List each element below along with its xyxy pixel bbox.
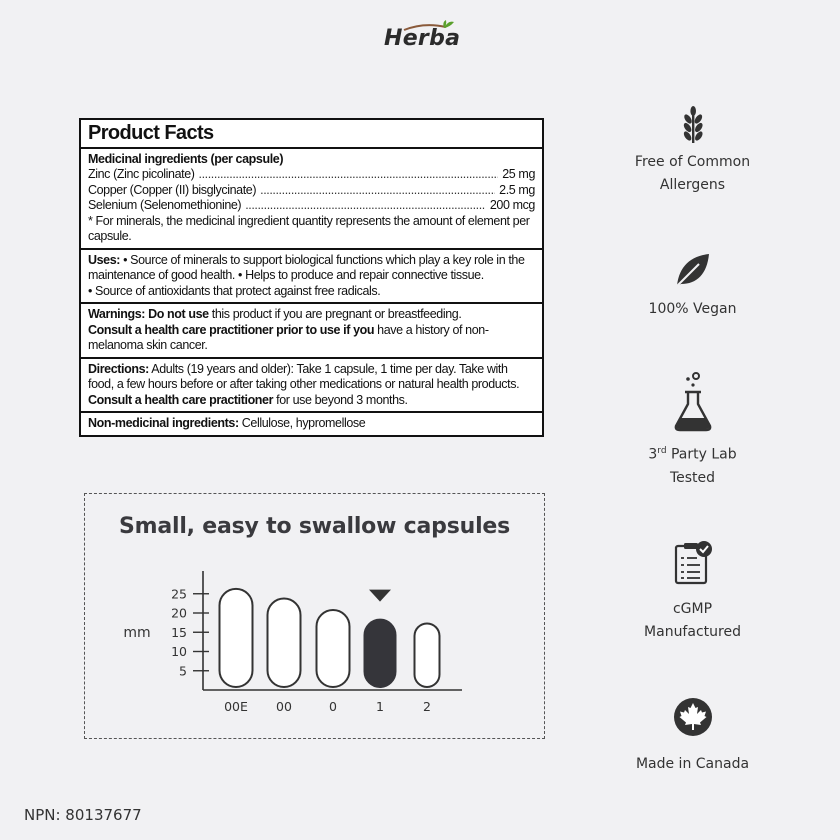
y-tick-label: 25: [171, 586, 187, 602]
maple-leaf-icon: [673, 697, 713, 737]
flask-icon: [671, 372, 715, 434]
uses-text-antioxidants: • Source of antioxidants that protect against free radicals.: [88, 283, 381, 298]
leader-dots: [245, 198, 486, 214]
capsule-0: [317, 610, 350, 687]
capsule-size-panel: [84, 493, 545, 739]
leader-dots: [260, 183, 495, 199]
product-facts-title: Product Facts: [81, 120, 542, 149]
selected-marker-icon: [369, 590, 391, 602]
capsule-title: Small, easy to swallow capsules: [118, 514, 511, 539]
capsule-00: [268, 598, 301, 687]
checklist-icon: [673, 540, 713, 586]
y-tick-label: 10: [171, 644, 187, 659]
feature-made-in-canada: [610, 697, 775, 776]
feature-label: cGMP: [672, 601, 713, 617]
feature-cgmp: [610, 540, 775, 644]
brand-name: Herba: [384, 26, 461, 51]
feature-label: Free of Common: [634, 154, 751, 170]
non-medicinal-label: Non-medicinal ingredients:: [88, 416, 239, 430]
feature-allergen-free: [610, 105, 775, 197]
warnings-label: Warnings:: [88, 307, 146, 321]
uses-section: [81, 250, 542, 305]
feature-label-num: 3: [648, 446, 658, 463]
leaf-icon: [673, 250, 713, 290]
npn-number: NPN: 80137677: [24, 806, 142, 824]
feature-label-2: Manufactured: [644, 624, 741, 640]
directions-section: [81, 359, 542, 414]
capsule-1: [365, 620, 396, 687]
warnings-bold: Do not use: [145, 307, 209, 321]
feature-label: [610, 440, 775, 467]
product-facts-panel: [79, 118, 544, 437]
medicinal-heading: Medicinal ingredients (per capsule): [88, 151, 284, 166]
capsule-size-label: 1: [376, 699, 384, 714]
warnings-text: this product if you are pregnant or breastfeeding.: [208, 307, 462, 321]
medicinal-ingredients-section: [81, 149, 542, 250]
ingredient-name: Zinc (Zinc picolinate): [88, 167, 195, 181]
feature-vegan: [610, 250, 775, 321]
warnings-consult: Consult a health care practitioner prior to use if you: [88, 322, 375, 337]
capsule-size-label: 00E: [224, 699, 248, 714]
capsule-size-label: 00: [276, 699, 292, 714]
directions-text-2: for use beyond 3 months.: [273, 392, 408, 407]
non-medicinal-text: Cellulose, hypromellose: [238, 416, 366, 430]
feature-label-sup: rd: [657, 446, 667, 456]
wheat-icon: [673, 105, 713, 145]
capsule-size-label: 2: [423, 699, 431, 714]
unit-label: mm: [123, 625, 151, 641]
warnings-text-2: have a history of non-melanoma skin cancer.: [88, 322, 489, 352]
leader-dots: [199, 167, 499, 183]
mineral-note: * For minerals, the medicinal ingredient quantity represents the amount of element per capsule.: [88, 213, 530, 243]
directions-text: Adults (19 years and older): Take 1 capsule, 1 time per day. Take with food, a few hours before or after taking other medications or natural health products.: [88, 361, 520, 391]
warnings-section: [81, 304, 542, 359]
y-tick-label: 5: [179, 663, 187, 679]
ingredient-name: Copper (Copper (II) bisglycinate): [88, 182, 257, 197]
directions-consult: Consult a health care practitioner: [88, 392, 274, 407]
feature-label-2: Tested: [669, 469, 716, 486]
ingredient-row: [88, 198, 535, 214]
feature-lab-tested: [610, 372, 775, 490]
capsule-2: [415, 623, 440, 687]
feature-label-rest: Party Lab: [666, 446, 737, 463]
capsule-size-label: 0: [329, 699, 337, 714]
ingredient-row: [88, 167, 535, 183]
capsule-size-chart: [85, 494, 544, 738]
ingredient-amount: 25 mg: [502, 167, 535, 181]
directions-label: Directions:: [88, 361, 149, 376]
ingredient-amount: 2.5 mg: [499, 182, 535, 197]
feature-label: Made in Canada: [635, 756, 750, 772]
non-medicinal-section: [81, 413, 542, 435]
brand-logo: [384, 20, 464, 54]
feature-label-2: Allergens: [659, 177, 726, 193]
uses-label: Uses:: [88, 252, 121, 267]
ingredient-name: Selenium (Selenomethionine): [88, 198, 242, 212]
capsule-00E: [220, 589, 253, 687]
feature-label: 100% Vegan: [648, 301, 737, 317]
ingredient-row: [88, 183, 535, 199]
y-tick-label: 15: [171, 624, 187, 640]
y-tick-label: 20: [171, 605, 187, 621]
uses-text: • Source of minerals to support biological functions which play a key role in the maintenance of good health. • Helps to produce and repair connective tissue.: [88, 252, 525, 282]
ingredient-amount: 200 mcg: [489, 198, 535, 212]
